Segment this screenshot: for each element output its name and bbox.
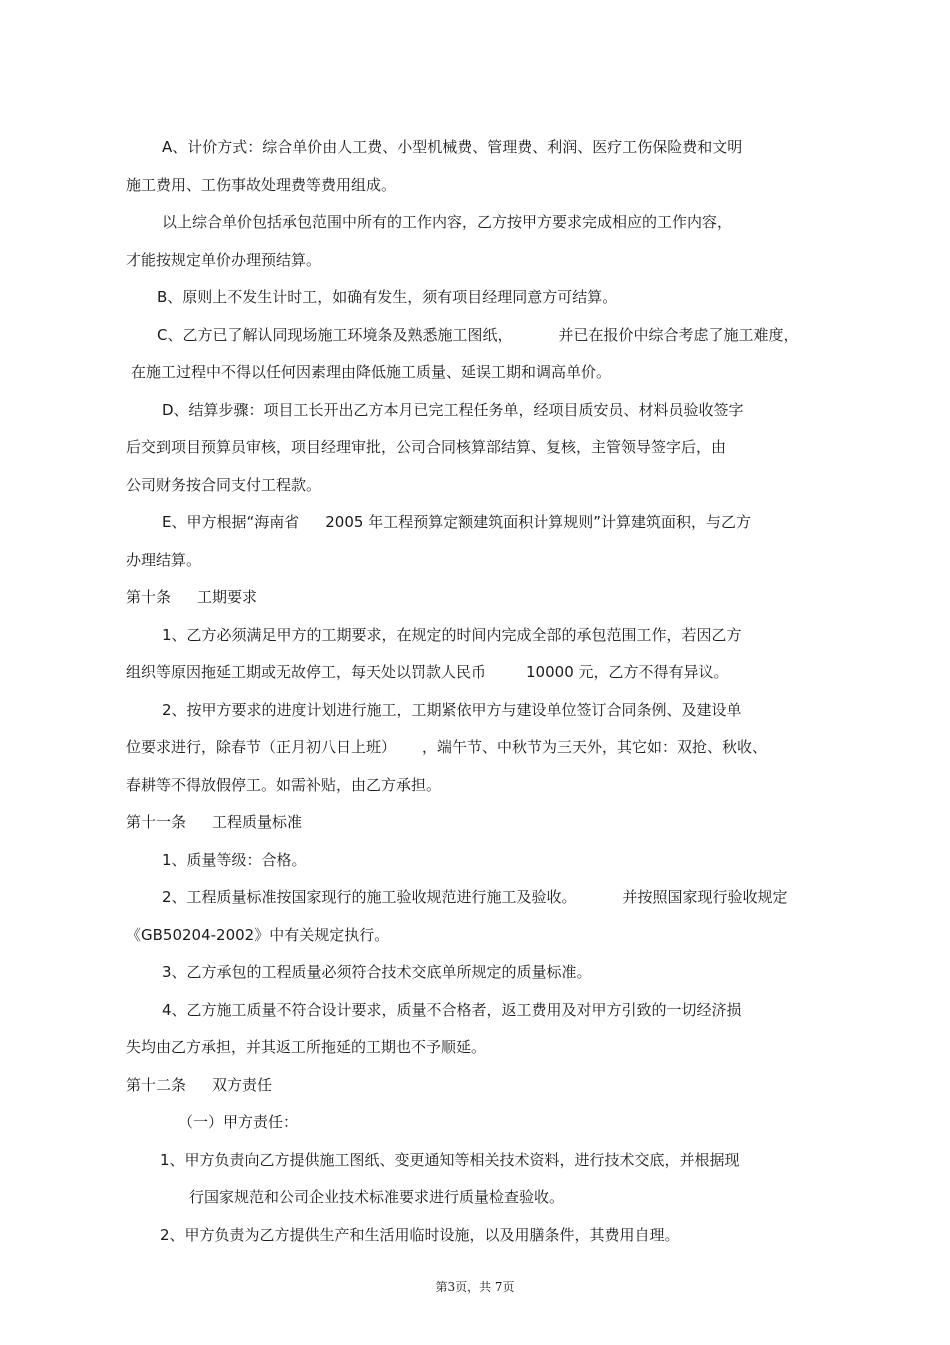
holiday-text-2: ，端午节、中秋节为三天外，其它如：双抢、秋收、 <box>422 738 768 756</box>
party-a-item-1-line-2: 行国家规范和公司企业技术标准要求进行质量检查验收。 <box>189 1188 565 1206</box>
clause-a-line-1: A、计价方式：综合单价由人工费、小型机械费、管理费、利润、医疗工伤保险费和文明 <box>162 138 743 156</box>
article-10-number: 第十条 <box>126 588 172 606</box>
article-11-heading <box>126 812 302 832</box>
article-12-number: 第十二条 <box>126 1076 187 1094</box>
clause-c-part-1: C、乙方已了解认同现场施工环境条及熟悉施工图纸， <box>157 326 513 344</box>
article-11-title: 工程质量标准 <box>212 813 303 831</box>
clause-d-line-3: 公司财务按合同支付工程款。 <box>126 476 322 494</box>
clause-e-line-2: 办理结算。 <box>126 551 202 569</box>
page-number-footer: 第3页，共 7页 <box>435 1280 515 1294</box>
clause-e-part-1: E、甲方根据“海南省 <box>162 513 300 531</box>
article-10-item-2-line-3: 春耕等不得放假停工。如需补贴，由乙方承担。 <box>126 776 442 794</box>
party-a-item-1-line-1: 1、甲方负责向乙方提供施工图纸、变更通知等相关技术资料，进行技术交底，并根据现 <box>160 1151 740 1169</box>
article-11-item-3: 3、乙方承包的工程质量必须符合技术交底单所规定的质量标准。 <box>162 963 592 981</box>
clause-e-part-2: 2005 年工程预算定额建筑面积计算规则”计算建筑面积，与乙方 <box>325 513 751 531</box>
clause-c-line-2: 在施工过程中不得以任何因素理由降低施工质量、延误工期和调高单价。 <box>131 363 612 381</box>
penalty-text: 组织等原因拖延工期或无故停工，每天处以罚款人民币 <box>126 663 487 681</box>
penalty-amount: 10000 元，乙方不得有异议。 <box>526 663 729 681</box>
article-11-item-4-line-1: 4、乙方施工质量不符合设计要求，质量不合格者，返工费用及对甲方引致的一切经济损 <box>162 1001 742 1019</box>
article-11-item-2-line-2: 《GB50204-2002》中有关规定执行。 <box>126 926 390 944</box>
holiday-text-1: 位要求进行，除春节（正月初八日上班） <box>126 738 397 756</box>
clause-a-line-2: 施工费用、工伤事故处理费等费用组成。 <box>126 176 397 194</box>
article-10-item-2-line-1: 2、按甲方要求的进度计划进行施工，工期紧依甲方与建设单位签订合同条例、及建设单 <box>162 701 742 719</box>
article-11-item-4-line-2: 失均由乙方承担，并其返工所拖延的工期也不予顺延。 <box>126 1038 487 1056</box>
party-a-responsibility-heading: （一）甲方责任： <box>178 1113 299 1131</box>
article-11-item-1: 1、质量等级：合格。 <box>162 851 307 869</box>
clause-c-part-2: 并已在报价中综合考虑了施工难度， <box>558 326 799 344</box>
clause-e-line-1 <box>162 512 751 532</box>
quality-standard-ref: 并按照国家现行验收规定 <box>622 888 788 906</box>
article-10-item-1-line-2 <box>126 662 729 682</box>
article-11-number: 第十一条 <box>126 813 187 831</box>
article-12-title: 双方责任 <box>212 1076 273 1094</box>
clause-b: B、原则上不发生计时工，如确有发生，须有项目经理同意方可结算。 <box>157 288 618 306</box>
article-11-item-2-line-1 <box>162 887 788 907</box>
unit-price-note-line-1: 以上综合单价包括承包范围中所有的工作内容，乙方按甲方要求完成相应的工作内容， <box>162 213 733 231</box>
clause-d-line-1: D、结算步骤：项目工长开出乙方本月已完工程任务单，经项目质安员、材料员验收签字 <box>162 401 744 419</box>
article-10-item-2-line-2 <box>126 737 767 757</box>
party-a-item-2: 2、甲方负责为乙方提供生产和生活用临时设施，以及用膳条件，其费用自理。 <box>160 1226 680 1244</box>
article-10-item-1-line-1: 1、乙方必须满足甲方的工期要求，在规定的时间内完成全部的承包范围工作，若因乙方 <box>162 626 742 644</box>
unit-price-note-line-2: 才能按规定单价办理预结算。 <box>126 251 322 269</box>
quality-standard-text: 2、工程质量标准按国家现行的施工验收规范进行施工及验收。 <box>162 888 577 906</box>
article-10-title: 工期要求 <box>197 588 258 606</box>
clause-c-line-1 <box>157 325 799 345</box>
clause-d-line-2: 后交到项目预算员审核，项目经理审批，公司合同核算部结算、复核，主管领导签字后，由 <box>126 438 727 456</box>
article-12-heading <box>126 1075 272 1095</box>
article-10-heading <box>126 587 257 607</box>
